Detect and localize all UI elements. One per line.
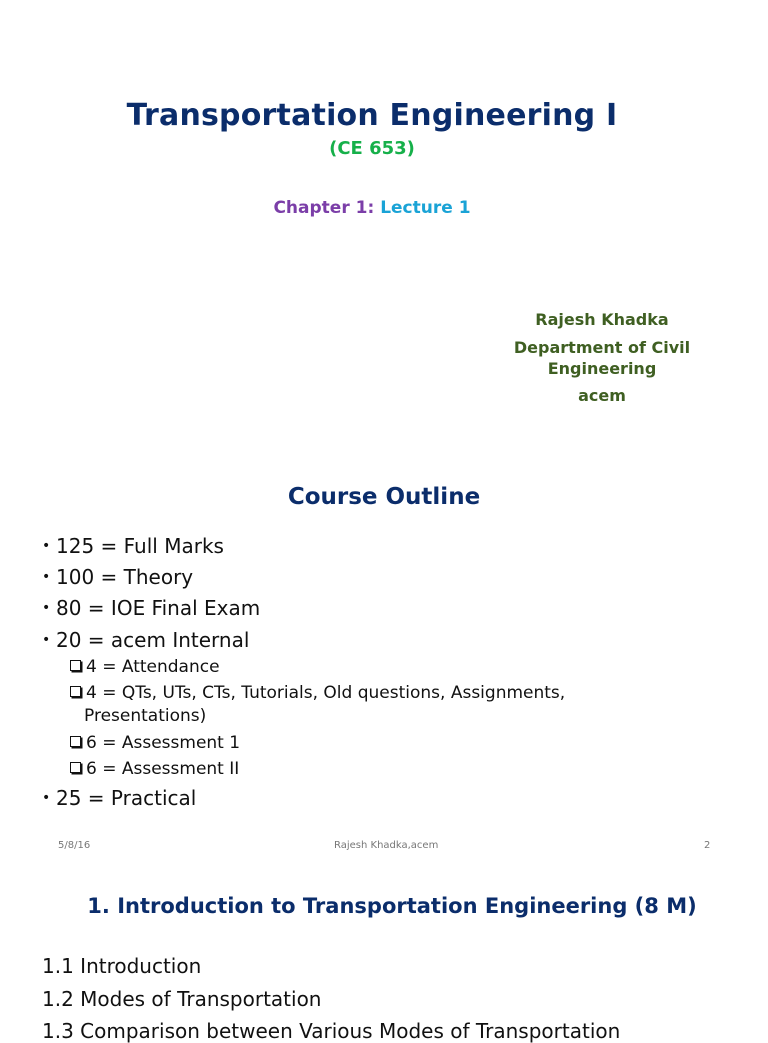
bullet-icon: • xyxy=(42,790,51,806)
checkbox-bullet-icon xyxy=(70,660,81,671)
footer-page-number: 2 xyxy=(704,840,711,851)
bullet-item xyxy=(42,596,260,620)
checkbox-bullet-icon xyxy=(70,762,81,773)
sub-item-continuation: Presentations) xyxy=(84,706,207,726)
sub-item-text: 6 = Assessment II xyxy=(86,759,240,779)
sub-item xyxy=(70,732,240,755)
bullet-text: 80 = IOE Final Exam xyxy=(56,596,261,620)
bullet-icon: • xyxy=(42,632,51,648)
bullet-text: 100 = Theory xyxy=(56,565,194,589)
sub-item xyxy=(70,682,565,705)
author-dept-line2: Engineering xyxy=(547,359,657,378)
bullet-icon: • xyxy=(42,538,51,554)
sub-item-text: 6 = Assessment 1 xyxy=(86,733,241,753)
sub-item-text: 4 = QTs, UTs, CTs, Tutorials, Old questions, Assignments, xyxy=(86,683,566,703)
bullet-icon: • xyxy=(42,569,51,585)
bullet-item xyxy=(42,786,196,810)
course-outline-heading: Course Outline xyxy=(287,484,481,510)
checkbox-bullet-icon xyxy=(70,736,81,747)
toc-item: 1.2 Modes of Transportation xyxy=(42,987,322,1011)
author-institution: acem xyxy=(578,386,626,405)
author-name: Rajesh Khadka xyxy=(535,310,669,329)
bullet-text: 125 = Full Marks xyxy=(56,534,224,558)
bullet-item xyxy=(42,534,224,558)
author-dept-line1: Department of Civil xyxy=(513,338,691,357)
checkbox-bullet-icon xyxy=(70,686,81,697)
sub-item xyxy=(70,758,239,781)
bullet-item xyxy=(42,628,249,652)
lecture-label: Lecture 1 xyxy=(380,198,471,218)
chapter-heading: 1. Introduction to Transportation Engineering (8 M) xyxy=(87,894,697,918)
bullet-item xyxy=(42,565,193,589)
bullet-icon: • xyxy=(42,600,51,616)
footer-date: 5/8/16 xyxy=(58,840,91,851)
sub-item-text: 4 = Attendance xyxy=(86,657,220,677)
bullet-text: 20 = acem Internal xyxy=(56,628,250,652)
bullet-text: 25 = Practical xyxy=(56,786,197,810)
sub-item xyxy=(70,656,220,679)
slide-title: Transportation Engineering I xyxy=(126,98,618,133)
toc-item: 1.1 Introduction xyxy=(42,954,202,978)
toc-item: 1.3 Comparison between Various Modes of Transportation xyxy=(42,1019,621,1043)
chapter-line xyxy=(0,198,744,218)
footer-author: Rajesh Khadka,acem xyxy=(334,840,439,851)
chapter-label: Chapter 1: xyxy=(273,198,375,218)
course-code: (CE 653) xyxy=(329,138,415,159)
